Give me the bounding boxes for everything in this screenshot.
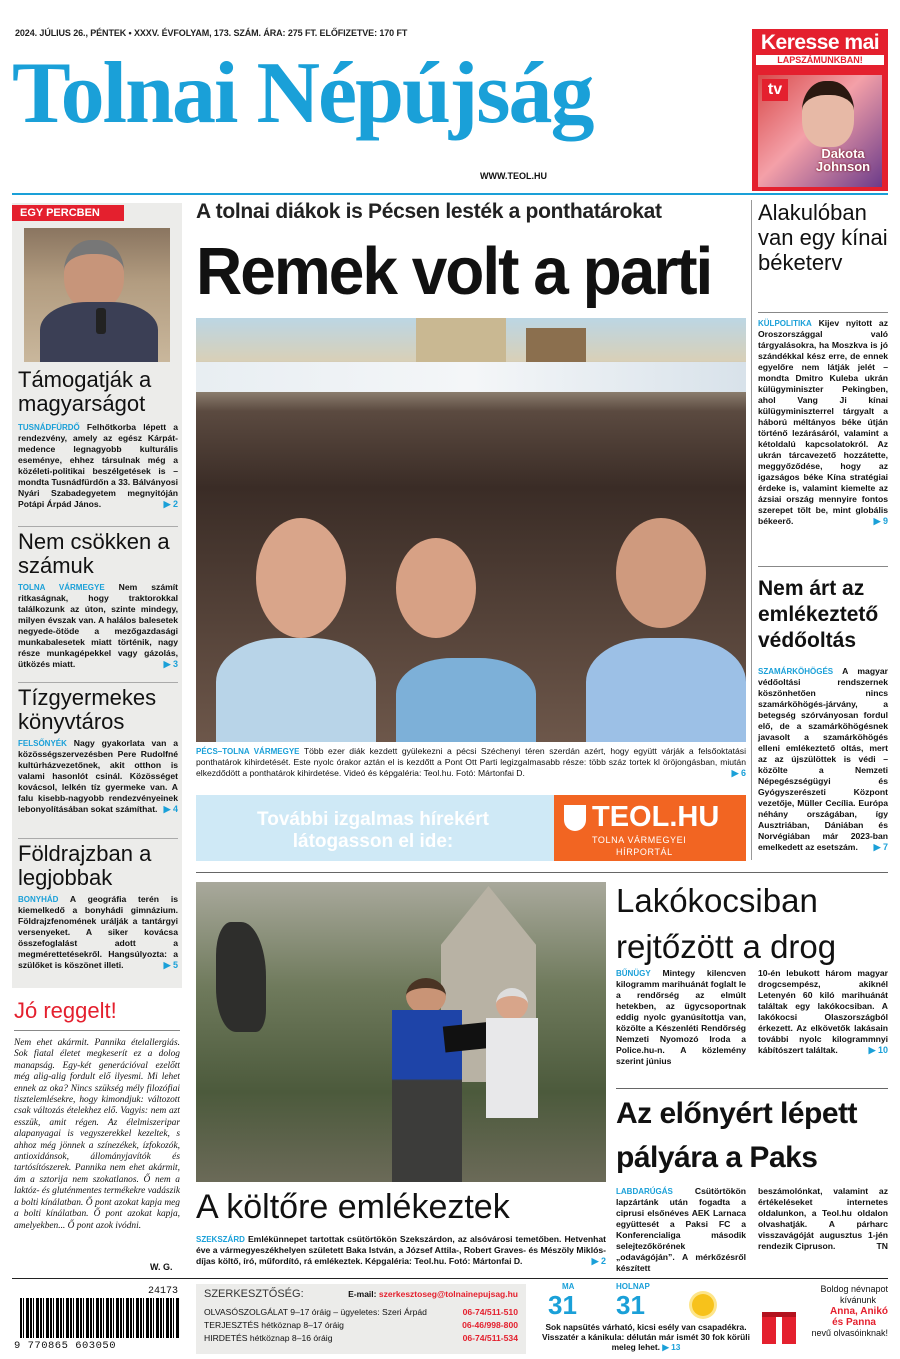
email-link[interactable]: szerkesztoseg@tolnainepujsag.hu xyxy=(378,1289,518,1299)
promo-sub: LAPSZÁMUNKBAN! xyxy=(756,55,884,65)
jo-reggelt-text xyxy=(14,1038,180,1270)
brief-4 xyxy=(18,842,178,971)
paks-text-2: beszámolónkat, valamint az értékeléseket internetes oldalunkon, a Teol.hu oldalon olvashatják. A párharc visszavágóját augusztus 1-jén rendezik Cipruson. xyxy=(758,1186,888,1251)
page-ref[interactable]: ▶ 2 xyxy=(591,1256,606,1266)
nameday-line-2: kívánunk xyxy=(839,1295,876,1305)
brief-title[interactable]: Földrajzban a legjobbak xyxy=(18,841,152,890)
drug-kicker: BŰNÜGY xyxy=(616,969,651,978)
email-label: E-mail: xyxy=(348,1289,377,1299)
today-temp: 31 xyxy=(548,1290,577,1320)
vaccine-text: A magyar védőoltási rendszernek köszönhetően nincs szamárköhögés-járvány, a betegség szórványosan fordul elő, de a szamárköhögésnek javasolt a szamárköhögés elleni emlékeztető oltás, mert az az újszülöttek is védi – közölte a Nemzeti Népegészségügyi és Gyógyszerészeti Központ vezetője, Müller Cecília. Európa néhány országában, így Ausztriában, Dániában és Norvégiában már 2023-ban emelkedett az esetszám. xyxy=(758,666,888,852)
drug-headline[interactable]: Lakókocsiban rejtőzött a drog xyxy=(616,882,837,965)
china-kicker: KÜLPOLITIKA xyxy=(758,319,812,328)
brief-title[interactable]: Támogatják a magyarságot xyxy=(18,367,152,416)
tomorrow-label: HOLNAP xyxy=(616,1282,650,1291)
contact-phone[interactable]: 06-74/511-510 xyxy=(462,1307,518,1317)
lead-kicker-title[interactable]: A tolnai diákok is Pécsen lesték a ponthatárokat xyxy=(196,200,662,223)
contact-row xyxy=(204,1320,518,1330)
teol-logo: TEOL.HU xyxy=(592,801,720,833)
barcode-num: 9 770865 603050 xyxy=(14,1340,117,1352)
sun-icon xyxy=(692,1294,714,1316)
brief-2 xyxy=(18,530,178,670)
shield-icon xyxy=(564,805,586,831)
memorial-kicker: SZEKSZÁRD xyxy=(196,1235,245,1244)
memorial-headline[interactable]: A költőre emlékeztek xyxy=(196,1188,510,1226)
brief-text: Nagy gyakorlata van a közösségszervezésben Pere Rudolfné kultúrházvezetőnek, akit otthon is valami hasonlót csinál. Közösséget kovácsol, lelkén tíz gyermeke van. A falu kisebb-nagyobb rendezvényeinek lebonyolításában sokat számíthat. xyxy=(18,738,178,814)
dateline: 2024. JÚLIUS 26., PÉNTEK • XXXV. ÉVFOLYAM, 173. SZÁM. ÁRA: 275 FT. ELŐFIZETVE: 170 FT xyxy=(15,28,408,38)
page-ref[interactable]: ▶ 4 xyxy=(163,804,178,814)
drug-col-1 xyxy=(616,968,746,1067)
magazine-cover xyxy=(758,75,882,187)
teol-sub-1: TOLNA VÁRMEGYEI xyxy=(592,835,687,845)
page-ref[interactable]: ▶ 10 xyxy=(868,1045,888,1055)
lead-caption xyxy=(196,746,746,779)
weather-desc: Sok napsütés várható, kicsi esély van csapadékra. Visszatér a kánikula: délután már ismét 30 fok körüli meleg lehet. xyxy=(542,1322,750,1352)
tomorrow-temp: 31 xyxy=(616,1290,645,1320)
page-ref[interactable]: ▶ 2 xyxy=(163,499,178,509)
teol-banner[interactable] xyxy=(196,795,746,861)
brief-text: Nem számít ritkaságnak, hogy traktorokkal találkozunk az úton, szinte mindegy, milyen évszak van. A halálos balesetek negyede-ötöde a mezőgazdasági munkabalesetek miatt történik, nagy része munkagépekkel vagy gázolás, ütközés miatt. xyxy=(18,582,179,669)
memorial-article xyxy=(196,1234,606,1267)
contact-row xyxy=(204,1333,518,1343)
crowd-photo xyxy=(196,318,746,742)
paks-col-1 xyxy=(616,1186,746,1274)
brief-kicker: TOLNA VÁRMEGYE xyxy=(18,583,105,592)
paks-col-2 xyxy=(758,1186,888,1252)
nameday-line-3: nevű olvasóinknak! xyxy=(811,1328,888,1338)
teol-sub-2: HÍRPORTÁL xyxy=(616,847,673,857)
nameday-line-1: Boldog névnapot xyxy=(820,1284,888,1294)
politician-photo xyxy=(24,228,170,362)
page-ref[interactable]: ▶ 5 xyxy=(163,960,178,970)
brief-title[interactable]: Nem csökken a számuk xyxy=(18,529,170,578)
egy-percben-label: EGY PERCBEN xyxy=(12,205,124,221)
brief-kicker: TUSNÁDFÜRDŐ xyxy=(18,423,80,432)
contact-row xyxy=(204,1307,518,1317)
jo-reggelt-title: Jó reggelt! xyxy=(14,998,117,1023)
cemetery-photo xyxy=(196,882,606,1182)
china-article xyxy=(758,318,888,527)
contact-label: TERJESZTÉS hétköznap 8–17 óráig xyxy=(204,1320,344,1330)
banner-text-2: látogasson el ide: xyxy=(292,831,454,852)
masthead-title[interactable]: Tolnai Népújság xyxy=(12,45,593,142)
paks-text-1: Csütörtökön lapzártánk után fogadta a ciprusi elsőnéves AEK Larnaca együttesét a Paksi FC a Konferencialiga második selejtezőkörének „odavágóján”. A mérkőzésről készített xyxy=(616,1186,746,1273)
weather-text xyxy=(534,1322,758,1352)
teol-logo-box[interactable] xyxy=(554,795,746,861)
drug-col-2 xyxy=(758,968,888,1056)
cover-name: Dakota Johnson xyxy=(815,146,871,174)
vaccine-kicker: SZAMÁRKÖHÖGÉS xyxy=(758,667,834,676)
contacts-box xyxy=(196,1284,526,1354)
contact-label: OLVASÓSZOLGÁLAT 9–17 óráig – ügyeletes: Szeri Árpád xyxy=(204,1307,427,1317)
brief-text: Felhőtkorba lépett a rendezvény, amely az egész Kárpát-medence legnagyobb kulturális eseménye, ehhez társulnak még a közéleti-politikai beszélgetések is – mondta Tusnádfürdőn a 33. Bálványosi Nyári Szabadegyetem megnyitóján Potápi Árpád János. xyxy=(18,422,179,509)
drug-text-1: Mintegy kilencven kilogramm marihuánát foglalt le a rendőrség az elmúlt hetekben, az ügycsoportnak eddig nyolc gyanúsítottja van, közölte a Készenléti Rendőrség Nemzeti Nyomozó Iroda a Police.hu-n. A közlemény szerint június xyxy=(616,968,746,1066)
magazine-logo: tv xyxy=(762,79,788,101)
promo-headline: Keresse mai xyxy=(760,31,880,54)
barcode-bars xyxy=(20,1298,180,1338)
page-ref[interactable]: ▶ 3 xyxy=(163,659,178,669)
brief-text: A geográfia terén is kiemelkedő a bonyhádi gimnázium. Földrajzfenomének urálják a tantárgyi versenyeket. A siker kovácsa összefoglalást adott a megmérettetésekről. Hangsúlyozta: a szülőket is köszönet illeti. xyxy=(18,894,178,970)
lead-caption-kicker: PÉCS–TOLNA VÁRMEGYE xyxy=(196,747,300,756)
contacts-title: SZERKESZTŐSÉG: xyxy=(204,1288,304,1300)
banner-text-1: További izgalmas hírekért xyxy=(257,809,489,830)
jo-reggelt-body: Nem ehet akármit. Pannika ételallergiás. Sok fiatal életet megkeserít ez a dolog manapság. Egy-két generációval ezelőtt még alig-alig fordult elő ilyesmi. Mi lehet ennek az oka? Nincs szükség mély filozófiai tisztelemlésekre, hogy kimondjuk: változott csak változás ételekhez elő. Vagyis: nem azt esszük, amit régen. Az élelmiszeripar alapanyagai is vegyszerekkel kezeltek, s ahhoz még jönnek a színezékek, ízfokozók, antioxidánsok, állományjavítók és tartósítószerek. Pannika nem ehet akármit, ám a sztorija nem szokatlanos. Ő nem a laktóz- és gluténmentes termékekre vadászik a bolti kínálatban. Ő pont azokat kapja meg a bolti kínálatban. Ő pont azokat kapja, amelyekben... Ő pont azok ivódni. xyxy=(14,1038,180,1231)
page-ref[interactable]: ▶ 7 xyxy=(873,842,888,852)
vaccine-article xyxy=(758,666,888,853)
brief-title[interactable]: Tízgyermekes könyvtáros xyxy=(18,685,157,734)
brief-kicker: BONYHÁD xyxy=(18,895,59,904)
nameday-names-1: Anna, Anikó xyxy=(830,1306,888,1317)
brief-1 xyxy=(18,368,178,510)
nameday-names-2: és Panna xyxy=(832,1317,876,1328)
contact-label: HIRDETÉS hétköznap 8–16 óráig xyxy=(204,1333,333,1343)
vaccine-headline[interactable]: Nem árt az emlékeztető védőoltás xyxy=(758,577,879,652)
china-text: Kijev nyitott az Oroszországgal való tárgyalásokra, ha Moszkva is jó szándékkal kész erre, de ennek egyelőre nem látják jelét – mondta Dmitro Kuleba ukrán külügyminiszter Pekingben, ahol Vang Ji kínai külügyminiszterrel tárgyalt a háború méltányos béke útján történő lezárásáról, valamint a kétoldalú kapcsolatokról. Az ukrán tárcavezető hozzátette, meggyőződése, hogy az igazságos béke Kína stratégiai érdeke is, valamint kiemelte az ázsiai ország mennyire fontos szerepet tölt be, mint globális békeerő. xyxy=(758,318,888,526)
jo-reggelt-sign: W. G. xyxy=(150,1262,173,1272)
brief-3 xyxy=(18,686,178,815)
website[interactable]: WWW.TEOL.HU xyxy=(480,171,547,181)
lead-caption-text: Több ezer diák kezdett gyülekezni a pécsi Széchenyi téren szerdán azért, hogy együtt várják a felsőoktatási ponthatárok kihirdetését. Este nyolc órakor aztán el is kezdőtt a Pont Ott Parti legizgalmasabb része: több száz tortek kl öröjongásban, miután elkezdődött a ponthatárok kihirdetése. Videó és képgaléria: Teol.hu. Fotó: Mártonfai D. xyxy=(196,746,747,778)
cover-face xyxy=(802,81,854,147)
drug-text-2: 10-én lebukott három magyar drogcsempész, akiknél Letenyén 60 kiló marihuánát találtak egy lakókocsiban. A lakókocsi Olaszországból érkezett. Az elkövetők lakásain további nyolc kilogrammnyi kábítószert találtak. xyxy=(758,968,888,1055)
weather-box xyxy=(534,1282,758,1356)
page-ref[interactable]: ▶ 9 xyxy=(873,516,888,526)
paks-headline[interactable]: Az előnyért lépett pályára a Paks xyxy=(616,1097,858,1174)
contact-phone[interactable]: 06-46/998-800 xyxy=(462,1320,518,1330)
today-label: MA xyxy=(562,1282,575,1291)
paks-sign: TN xyxy=(876,1241,888,1251)
nameday-box xyxy=(762,1284,888,1354)
contact-phone[interactable]: 06-74/511-534 xyxy=(462,1333,518,1343)
barcode xyxy=(14,1284,186,1354)
gift-icon xyxy=(762,1312,796,1344)
memorial-text: Emlékünnepet tartottak csütörtökön Szekszárdon, az alsóvárosi temetőben. Hetvenhat éve a vármegyeszékhelyen született Baka István, a József Attila-, Robert Graves- és Mészöly Miklós-díjas költő, író, műfordító, rá emlékeztek. Képgaléria: Teol.hu. Fotó: Mártonfai D. xyxy=(196,1234,606,1266)
page-ref[interactable]: ▶ 13 xyxy=(662,1342,681,1352)
promo-box[interactable] xyxy=(752,29,888,191)
lead-headline[interactable]: Remek volt a parti xyxy=(196,233,712,309)
barcode-top: 24173 xyxy=(147,1286,178,1297)
brief-kicker: FELSŐNYÉK xyxy=(18,739,67,748)
china-headline[interactable]: Alakulóban van egy kínai béketerv xyxy=(758,200,888,275)
page-ref[interactable]: ▶ 6 xyxy=(731,768,746,778)
paks-kicker: LABDARÚGÁS xyxy=(616,1187,673,1196)
